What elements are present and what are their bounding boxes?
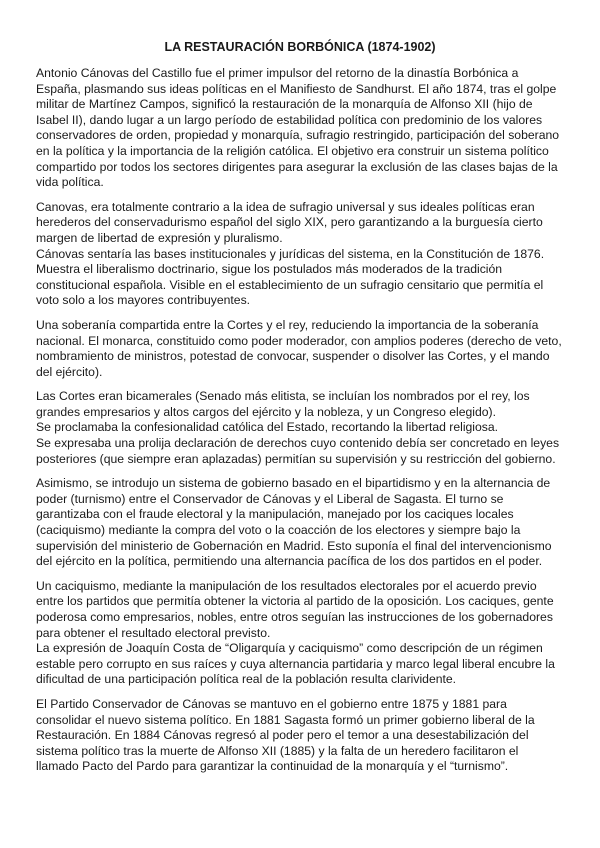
paragraph-text: La expresión de Joaquín Costa de “Oligarquía y caciquismo” como descripción de un régimen estable pero corrupto en sus raíces y cuya alternancia partidaria y marco legal liberal encubre la dificultad de una participación política real de la población resulta clarividente. [36, 641, 555, 687]
paragraph [36, 66, 564, 191]
paragraph-text: Se proclamaba la confesionalidad católica del Estado, recortando la libertad religiosa. [36, 420, 499, 435]
paragraph [36, 697, 564, 775]
paragraph-text: Antonio Cánovas del Castillo fue el primer impulsor del retorno de la dinastía Borbónica a España, plasmando sus ideas políticas en el Manifiesto de Sandhurst. El año 1874, tras el golpe militar de Martínez Campos, significó la restauración de la monarquía de Alfonso XII (hijo de Isabel II), dando lugar a un largo período de estabilidad política con predominio de los valores conservadores de orden, propiedad y monarquía, sufragio restringido, participación del soberano en la política y la importancia de la religión católica. El objetivo era construir un sistema político compartido por todos los sectores dirigentes para asegurar la exclusión de las clases bajas de la vida política. [36, 66, 560, 190]
paragraph-text: El Partido Conservador de Cánovas se mantuvo en el gobierno entre 1875 y 1881 para consolidar el nuevo sistema político. En 1881 Sagasta formó un primer gobierno liberal de la Restauración. En 1884 Cánovas regresó al poder pero el temor a una desestabilización del sistema político tras la muerte de Alfonso XII (1885) y la falta de un heredero facilitaron el llamado Pacto del Pardo para garantizar la continuidad de la monarquía y el “turnismo”. [36, 696, 535, 774]
paragraph-text: Una soberanía compartida entre la Cortes y el rey, reduciendo la importancia de la soberanía nacional. El monarca, constituido como poder moderador, con amplios poderes (derecho de veto, nombramiento de ministros, potestad de convocar, suspender o disolver las Cortes, y el mando del ejército). [36, 317, 562, 379]
page-title: LA RESTAURACIÓN BORBÓNICA (1874-1902) [164, 40, 436, 54]
paragraph-text: Canovas, era totalmente contrario a la idea de sufragio universal y sus ideales políticas eran herederos del conservadurismo español del siglo XIX, pero garantizando a la burguesía cierto margen de libertad de expresión y pluralismo. [36, 199, 543, 245]
paragraph-text: Un caciquismo, mediante la manipulación de los resultados electorales por el acuerdo previo entre los partidos que permitía obtener la victoria al partido de la oposición. Los caciques, gente poderosa como empresarios, nobles, entre otros seguían las instrucciones de los gobernadores para obtener el resultado electoral previsto. [36, 578, 554, 640]
paragraph [36, 389, 564, 467]
paragraph-text: Las Cortes eran bicamerales (Senado más elitista, se incluían los nombrados por el rey, los grandes empresarios y altos cargos del ejército y la nobleza, y un Congreso elegido). [36, 389, 530, 419]
paragraph-text: Cánovas sentaría las bases institucionales y jurídicas del sistema, en la Constitución de 1876. Muestra el liberalismo doctrinario, sigue los postulados más moderados de la tradición constitucional española. Visible en el establecimiento de un sufragio censitario que permitía el voto solo a los mayores contribuyentes. [36, 246, 545, 308]
paragraph [36, 200, 564, 309]
paragraph [36, 318, 564, 380]
paragraph [36, 476, 564, 570]
paragraph-text: Asimismo, se introdujo un sistema de gobierno basado en el bipartidismo y en la alternancia de poder (turnismo) entre el Conservador de Cánovas y el Liberal de Sagasta. El turno se garantizaba con el fraude electoral y la manipulación, manejado por los caciques locales (caciquismo) mediante la compra del voto o la coacción de los electores y siempre bajo la supervisión del ministerio de Gobernación en Madrid. Esto suponía el final del intervencionismo del ejército en la política, permitiendo una alternancia pacífica de los dos partidos en el poder. [36, 476, 552, 569]
paragraph [36, 579, 564, 688]
paragraph-text: Se expresaba una prolija declaración de derechos cuyo contenido debía ser concretado en leyes posteriores (que siempre eran aplazadas) permitían su supervisión y su restricción del gobierno. [36, 436, 560, 466]
